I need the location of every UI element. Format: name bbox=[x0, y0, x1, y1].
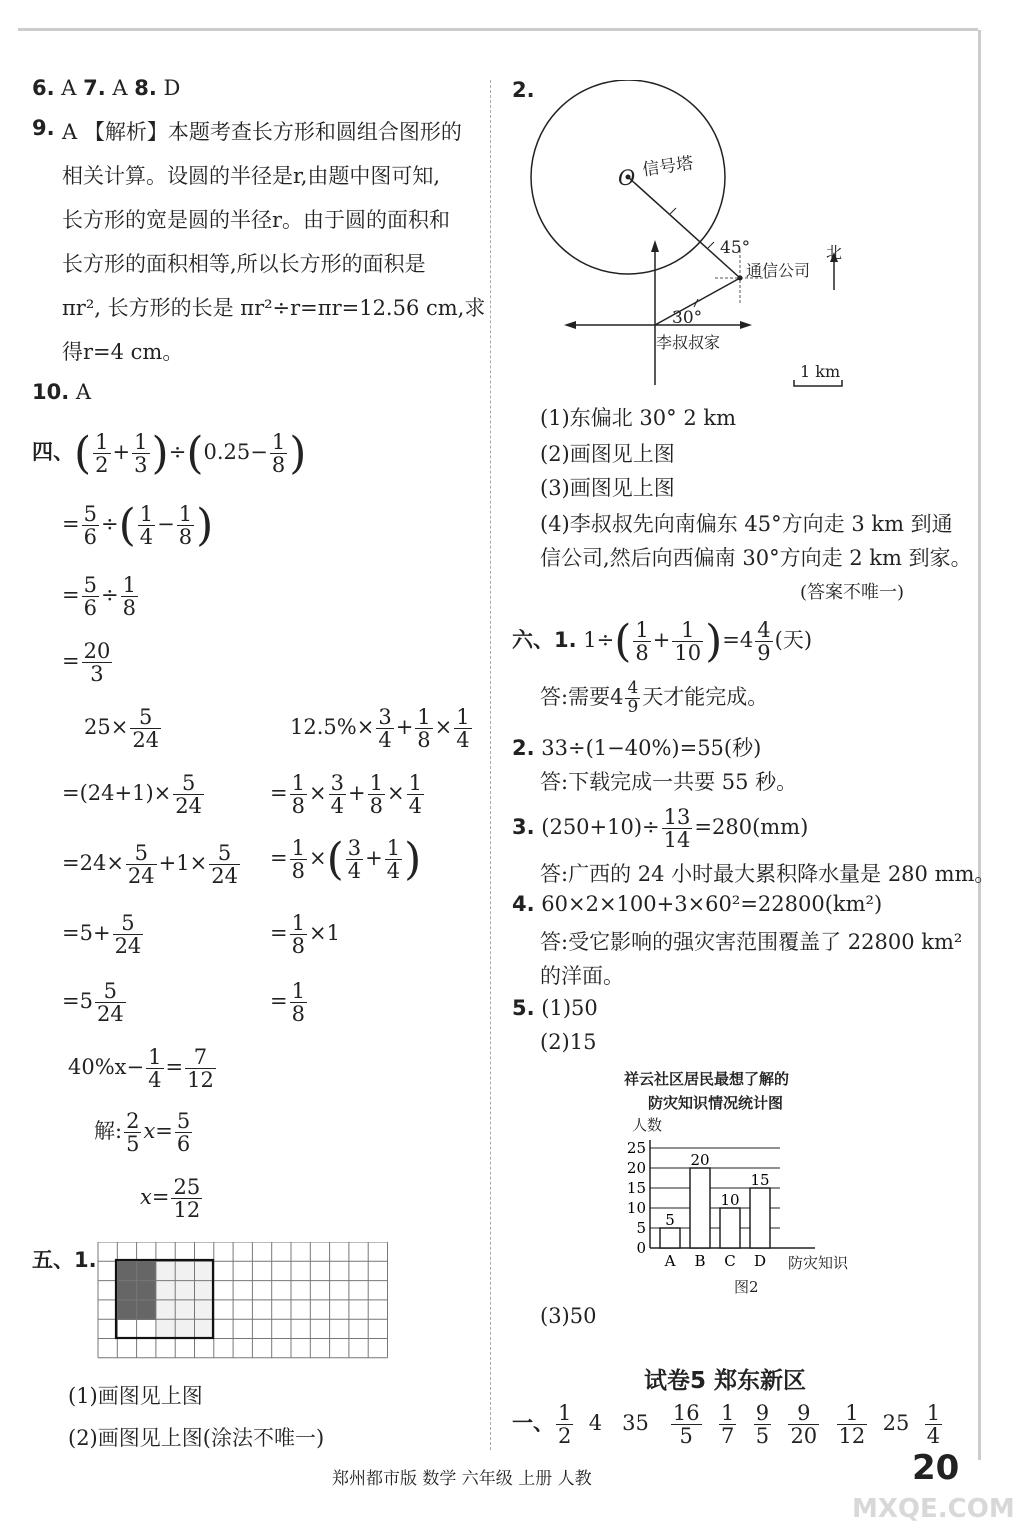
chart-subtitle: 防灾知识情况统计图 bbox=[648, 1094, 784, 1112]
bar-D bbox=[750, 1188, 770, 1248]
bar-value-label: 5 bbox=[665, 1211, 675, 1229]
bar-value-label: 15 bbox=[750, 1171, 770, 1189]
label-company: 通信公司 bbox=[746, 261, 811, 280]
sec6-q2-eq: 2. 33÷(1−40%)=55(秒) bbox=[512, 736, 762, 760]
watermark: MXQE.COM bbox=[852, 1494, 1015, 1524]
q9-line-2: 相关计算。设圆的半径是r,由题中图可知, bbox=[62, 164, 441, 188]
bar-B bbox=[690, 1168, 710, 1248]
label-30: 30° bbox=[672, 308, 703, 328]
q8-answer: D bbox=[156, 76, 181, 100]
map-ans-note: (答案不唯一) bbox=[800, 582, 905, 603]
sec6-q3-ans: 答:广西的 24 小时最大累积降水量是 280 mm。 bbox=[540, 862, 996, 886]
light-rect bbox=[156, 1260, 214, 1338]
q9-number: 9. bbox=[32, 116, 55, 140]
map-ans-3: (3)画图见上图 bbox=[540, 476, 675, 500]
sec1-answers: 一、 $\frac{1}{2}$ 4 35 $\frac{16}{5}$ $\frac{1}{7}$ $\frac{9}{5}$ $\frac{9}{20}$ $\frac{1}{12}$ 25 $\frac{1}{4}$ bbox=[512, 1401, 941, 1449]
label-45: 45° bbox=[720, 238, 751, 258]
calc-b-5: = $\frac{1}{8}$ bbox=[270, 979, 305, 1027]
footer-text: 郑州都市版 数学 六年级 上册 人教 bbox=[332, 1469, 592, 1489]
map-ans-4a: (4)李叔叔先向南偏东 45°方向走 3 km 到通 bbox=[540, 512, 953, 536]
page-frame-top bbox=[18, 28, 978, 41]
q9-line-3: 长方形的宽是圆的半径r。由于圆的面积和 bbox=[62, 208, 451, 232]
arrow-north bbox=[651, 240, 659, 252]
map-ans-1: (1)东偏北 30° 2 km bbox=[540, 406, 736, 430]
chart-caption: 图2 bbox=[734, 1278, 759, 1296]
q10: 10. A bbox=[32, 380, 92, 404]
label-home: 李叔叔家 bbox=[656, 333, 721, 352]
tick-mark bbox=[670, 208, 676, 214]
column-divider bbox=[490, 80, 491, 1450]
bar-value-label: 20 bbox=[690, 1151, 710, 1169]
equation-3: x= $\frac{25}{12}$ bbox=[140, 1175, 201, 1223]
equation-2: 解: $\frac{2}{5}$ x= $\frac{5}{6}$ bbox=[94, 1109, 191, 1157]
q2-number: 2. bbox=[512, 78, 535, 102]
sec4-eq-line-2: = $\frac{5}{6}$ ÷( $\frac{1}{4}$ − $\frac{1}{8}$ ) bbox=[62, 500, 214, 551]
q7-number: 7. bbox=[83, 76, 106, 100]
calc-a-3: =24× $\frac{5}{24}$ +1× $\frac{5}{24}$ bbox=[62, 841, 238, 889]
label-scale: 1 km bbox=[800, 362, 841, 381]
sec6-q3-eq: 3. (250+10)÷ $\frac{13}{14}$ =280(mm) bbox=[512, 805, 809, 853]
sec4-eq-line-4: = $\frac{20}{3}$ bbox=[62, 639, 111, 687]
sec6-q5-3: (3)50 bbox=[540, 1304, 597, 1328]
company-point bbox=[738, 276, 743, 281]
y-tick-label: 5 bbox=[636, 1219, 646, 1237]
answers-6-8 bbox=[32, 76, 180, 100]
equation-1: 40%x− $\frac{1}{4}$ = $\frac{7}{12}$ bbox=[68, 1045, 214, 1093]
bar-C bbox=[720, 1208, 740, 1248]
tick-mark bbox=[708, 242, 714, 248]
sec6-q4-ans-b: 的洋面。 bbox=[540, 964, 624, 988]
y-tick-label: 25 bbox=[626, 1139, 646, 1157]
sec4-eq-line-1: 四、( $\frac{1}{2}$ + $\frac{1}{3}$ )÷(0.25− $\frac{1}{8}$ ) bbox=[32, 428, 307, 479]
calc-b-3: = $\frac{1}{8}$ ×( $\frac{3}{4}$ + $\frac{1}{4}$ ) bbox=[270, 834, 422, 885]
q8-number: 8. bbox=[134, 76, 157, 100]
map-ans-4b: 信公司,然后向西偏南 30°方向走 2 km 到家。 bbox=[540, 546, 972, 570]
x-tick-label: D bbox=[753, 1252, 767, 1270]
q9-line-1: A 【解析】本题考查长方形和圆组合图形的 bbox=[62, 120, 462, 144]
sec6-q4-eq: 4. 60×2×100+3×60²=22800(km²) bbox=[512, 892, 883, 916]
arrow-east bbox=[740, 321, 752, 329]
q6-answer: A bbox=[54, 76, 84, 100]
chart-xlabel: 防灾知识 bbox=[788, 1254, 849, 1272]
x-tick-label: B bbox=[694, 1252, 706, 1270]
label-north: 北 bbox=[826, 243, 843, 262]
calc-a-2: =(24+1)× $\frac{5}{24}$ bbox=[62, 771, 202, 819]
q9-line-5: πr², 长方形的长是 πr²÷r=πr=12.56 cm,求 bbox=[62, 296, 486, 320]
bar-A bbox=[660, 1228, 680, 1248]
page-number: 20 bbox=[912, 1448, 960, 1488]
calc-b-1: 12.5%× $\frac{3}{4}$ + $\frac{1}{8}$ × $\frac{1}{4}$ bbox=[290, 705, 470, 753]
map-ans-2: (2)画图见上图 bbox=[540, 442, 675, 466]
calc-a-1: 25× $\frac{5}{24}$ bbox=[84, 705, 160, 753]
calc-a-5: =5 $\frac{5}{24}$ bbox=[62, 979, 124, 1027]
page-frame-right bbox=[978, 30, 995, 1460]
label-o: O bbox=[618, 166, 636, 190]
y-tick-label: 15 bbox=[626, 1179, 646, 1197]
sec5-ans-2: (2)画图见上图(涂法不唯一) bbox=[68, 1426, 325, 1450]
x-tick-label: A bbox=[664, 1252, 676, 1270]
chart-title: 祥云社区居民最想了解的 bbox=[624, 1070, 790, 1088]
calc-a-4: =5+ $\frac{5}{24}$ bbox=[62, 911, 142, 959]
sec6-q4-ans-a: 答:受它影响的强灾害范围覆盖了 22800 km² bbox=[540, 930, 963, 954]
q9-line-6: 得r=4 cm。 bbox=[62, 340, 184, 364]
test5-heading: 试卷5 郑东新区 bbox=[644, 1368, 807, 1394]
y-tick-label: 20 bbox=[626, 1159, 646, 1177]
sec6-q1-eq: 六、1. 1÷( $\frac{1}{8}$ + $\frac{1}{10}$ )=4 $\frac{4}{9}$ (天) bbox=[512, 616, 813, 667]
chart-ylabel: 人数 bbox=[632, 1116, 663, 1134]
sec6-q2-ans: 答:下载完成一共要 55 秒。 bbox=[540, 770, 798, 794]
sec6-q5-2: (2)15 bbox=[540, 1030, 597, 1054]
q7-answer: A bbox=[105, 76, 135, 100]
sec4-eq-line-3: = $\frac{5}{6}$ ÷ $\frac{1}{8}$ bbox=[62, 573, 136, 621]
bar-value-label: 10 bbox=[720, 1191, 740, 1209]
calc-b-2: = $\frac{1}{8}$ × $\frac{3}{4}$ + $\frac{1}{8}$ × $\frac{1}{4}$ bbox=[270, 771, 422, 819]
sec6-q1-ans: 答:需要4 $\frac{4}{9}$ 天才能完成。 bbox=[540, 678, 769, 717]
y-tick-label: 10 bbox=[626, 1199, 646, 1217]
sec5-ans-1: (1)画图见上图 bbox=[68, 1384, 203, 1408]
arrow-west bbox=[564, 321, 576, 329]
sec5-label: 五、1. bbox=[32, 1248, 97, 1272]
shaded-rect bbox=[116, 1260, 156, 1320]
label-tower: 信号塔 bbox=[641, 153, 695, 181]
q9-line-4: 长方形的面积相等,所以长方形的面积是 bbox=[62, 252, 426, 276]
q6-number: 6. bbox=[32, 76, 55, 100]
sec6-q5-1: 5. (1)50 bbox=[512, 996, 598, 1020]
x-tick-label: C bbox=[724, 1252, 736, 1270]
grid-figure bbox=[96, 1242, 388, 1364]
y-tick-label: 0 bbox=[636, 1239, 646, 1257]
calc-b-4: = $\frac{1}{8}$ ×1 bbox=[270, 911, 340, 959]
